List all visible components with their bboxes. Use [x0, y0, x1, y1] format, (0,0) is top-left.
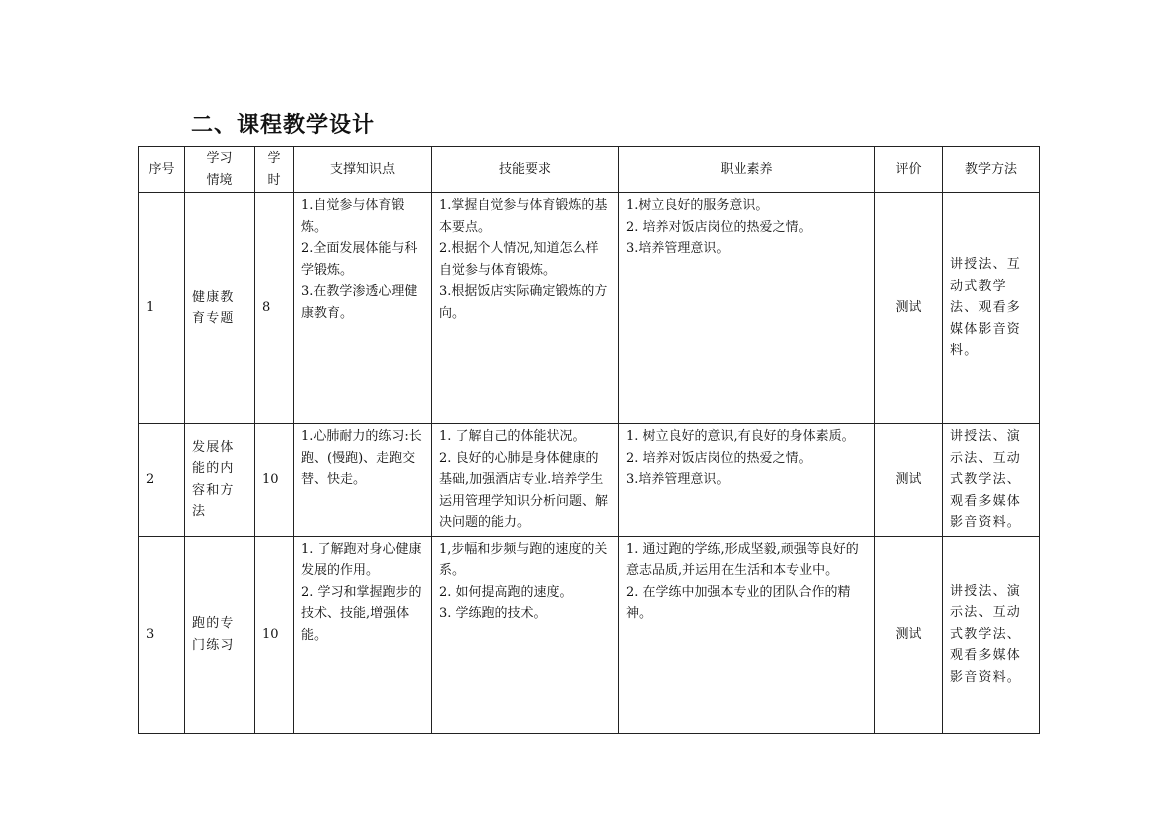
cell-skills: 1.掌握自觉参与体育锻炼的基本要点。 2.根据个人情况,知道怎么样自觉参与体育锻炼。 3.根据饭店实际确定锻炼的方向。	[432, 193, 619, 424]
cell-skills: 1. 了解自己的体能状况。 2. 良好的心肺是身体健康的基础,加强酒店专业.培养学生运用管理学知识分析问题、解决问题的能力。	[432, 424, 619, 537]
table-row	[139, 536, 1040, 733]
cell-no: 1	[139, 193, 185, 424]
header-method: 教学方法	[943, 147, 1040, 193]
course-design-table	[138, 146, 1040, 734]
header-no: 序号	[139, 147, 185, 193]
cell-quality: 1. 通过跑的学练,形成坚毅,顽强等良好的意志品质,并运用在生活和本专业中。 2. 在学练中加强本专业的团队合作的精神。	[619, 536, 875, 733]
table-row	[139, 193, 1040, 424]
cell-quality: 1.树立良好的服务意识。 2. 培养对饭店岗位的热爱之情。 3.培养管理意识。	[619, 193, 875, 424]
cell-hours: 10	[255, 424, 294, 537]
header-row	[139, 147, 1040, 193]
cell-situation: 健康教育专题	[185, 193, 255, 424]
cell-method: 讲授法、演示法、互动式教学法、观看多媒体影音资料。	[943, 424, 1040, 537]
cell-evaluation: 测试	[875, 424, 943, 537]
cell-situation: 发展体能的内容和方法	[185, 424, 255, 537]
header-skills: 技能要求	[432, 147, 619, 193]
cell-quality: 1. 树立良好的意识,有良好的身体素质。 2. 培养对饭店岗位的热爱之情。 3.培养管理意识。	[619, 424, 875, 537]
header-hours: 学 时	[255, 147, 294, 193]
header-situation: 学习 情境	[185, 147, 255, 193]
cell-hours: 10	[255, 536, 294, 733]
header-quality: 职业素养	[619, 147, 875, 193]
cell-hours: 8	[255, 193, 294, 424]
header-evaluation: 评价	[875, 147, 943, 193]
cell-method: 讲授法、演示法、互动式教学法、观看多媒体影音资料。	[943, 536, 1040, 733]
cell-no: 2	[139, 424, 185, 537]
cell-evaluation: 测试	[875, 536, 943, 733]
cell-evaluation: 测试	[875, 193, 943, 424]
cell-knowledge: 1.自觉参与体育锻炼。 2.全面发展体能与科学锻炼。 3.在教学渗透心理健康教育。	[294, 193, 432, 424]
cell-method: 讲授法、互动式教学法、观看多媒体影音资料。	[943, 193, 1040, 424]
page-title: 二、课程教学设计	[191, 113, 376, 138]
cell-skills: 1,步幅和步频与跑的速度的关系。 2. 如何提高跑的速度。 3. 学练跑的技术。	[432, 536, 619, 733]
cell-situation: 跑的专门练习	[185, 536, 255, 733]
header-knowledge: 支撑知识点	[294, 147, 432, 193]
cell-no: 3	[139, 536, 185, 733]
cell-knowledge: 1. 了解跑对身心健康发展的作用。 2. 学习和掌握跑步的技术、技能,增强体能。	[294, 536, 432, 733]
table-row	[139, 424, 1040, 537]
cell-knowledge: 1.心肺耐力的练习:长跑、(慢跑)、走跑交替、快走。	[294, 424, 432, 537]
